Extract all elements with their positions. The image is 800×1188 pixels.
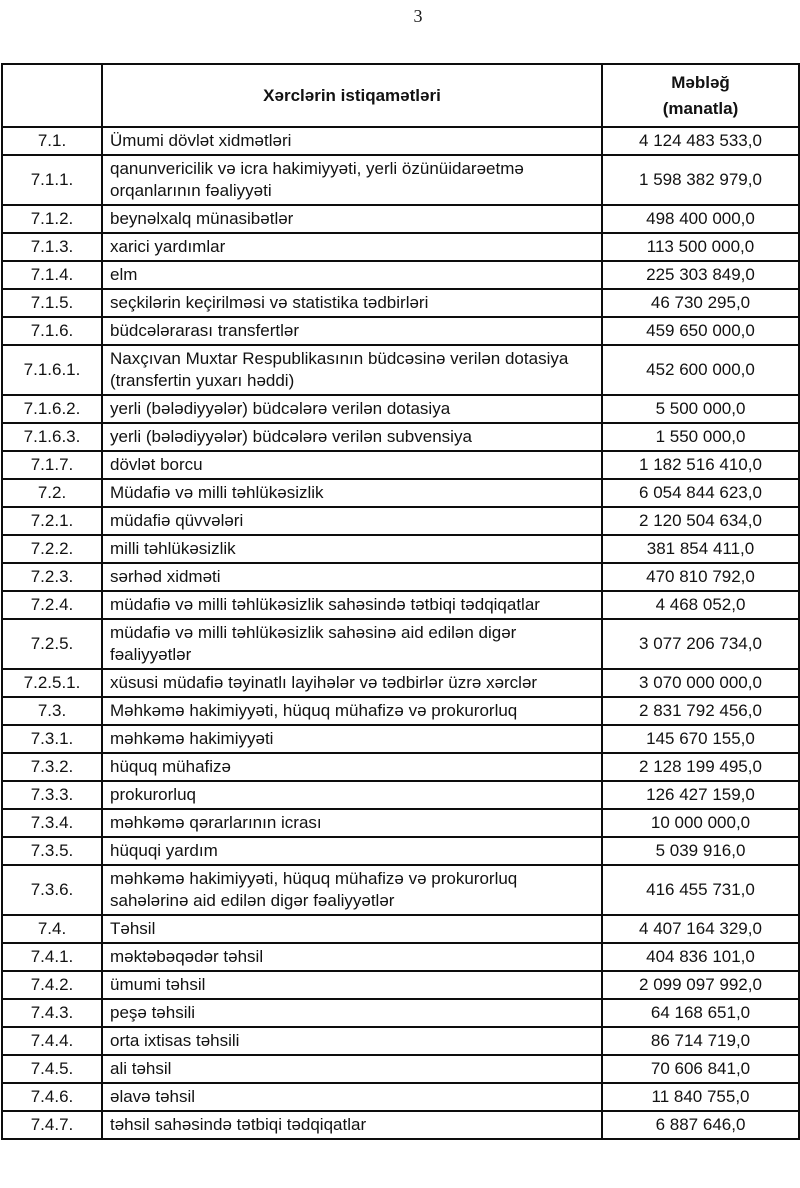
table-row — [2, 809, 799, 837]
row-code-cell: 7.4.4. — [2, 1027, 102, 1055]
row-code-cell: 7.1.3. — [2, 233, 102, 261]
row-direction-cell: hüquq mühafizə — [102, 753, 602, 781]
table-row — [2, 289, 799, 317]
row-amount-cell: 70 606 841,0 — [602, 1055, 799, 1083]
row-code-cell: 7.4.1. — [2, 943, 102, 971]
table-row — [2, 507, 799, 535]
row-direction-cell: elm — [102, 261, 602, 289]
table-row — [2, 1055, 799, 1083]
row-amount-cell: 86 714 719,0 — [602, 1027, 799, 1055]
table-row — [2, 261, 799, 289]
row-code-cell: 7.1.6. — [2, 317, 102, 345]
row-direction-cell: prokurorluq — [102, 781, 602, 809]
row-direction-cell: məhkəmə hakimiyyəti, hüquq mühafizə və prokurorluq sahələrinə aid edilən digər fəaliyyətlər — [102, 865, 602, 915]
table-row — [2, 233, 799, 261]
row-amount-cell: 2 128 199 495,0 — [602, 753, 799, 781]
row-direction-cell: beynəlxalq münasibətlər — [102, 205, 602, 233]
row-direction-cell: Naxçıvan Muxtar Respublikasının büdcəsinə verilən dotasiya (transfertin yuxarı həddi) — [102, 345, 602, 395]
row-code-cell: 7.1.6.3. — [2, 423, 102, 451]
table-row — [2, 479, 799, 507]
row-amount-cell: 498 400 000,0 — [602, 205, 799, 233]
row-direction-cell: məktəbəqədər təhsil — [102, 943, 602, 971]
row-amount-cell: 113 500 000,0 — [602, 233, 799, 261]
row-amount-cell: 404 836 101,0 — [602, 943, 799, 971]
row-amount-cell: 4 468 052,0 — [602, 591, 799, 619]
row-code-cell: 7.1.4. — [2, 261, 102, 289]
row-code-cell: 7.4.2. — [2, 971, 102, 999]
table-row — [2, 155, 799, 205]
row-amount-cell: 3 070 000 000,0 — [602, 669, 799, 697]
table-header-row — [2, 64, 799, 127]
row-amount-cell: 2 831 792 456,0 — [602, 697, 799, 725]
row-direction-cell: müdafiə və milli təhlükəsizlik sahəsinə aid edilən digər fəaliyyətlər — [102, 619, 602, 669]
row-amount-cell: 5 039 916,0 — [602, 837, 799, 865]
row-code-cell: 7.3.2. — [2, 753, 102, 781]
row-direction-cell: Təhsil — [102, 915, 602, 943]
budget-table — [1, 63, 800, 1140]
row-amount-cell: 3 077 206 734,0 — [602, 619, 799, 669]
table-row — [2, 837, 799, 865]
row-amount-cell: 1 550 000,0 — [602, 423, 799, 451]
row-direction-cell: müdafiə qüvvələri — [102, 507, 602, 535]
row-amount-cell: 459 650 000,0 — [602, 317, 799, 345]
table-row — [2, 999, 799, 1027]
row-code-cell: 7.2.3. — [2, 563, 102, 591]
row-direction-cell: müdafiə və milli təhlükəsizlik sahəsində tətbiqi tədqiqatlar — [102, 591, 602, 619]
row-direction-cell: xüsusi müdafiə təyinatlı layihələr və tədbirlər üzrə xərclər — [102, 669, 602, 697]
budget-table-body — [2, 127, 799, 1139]
table-row — [2, 395, 799, 423]
header-direction-cell: Xərclərin istiqamətləri — [102, 64, 602, 127]
row-direction-cell: Müdafiə və milli təhlükəsizlik — [102, 479, 602, 507]
table-row — [2, 1111, 799, 1139]
row-code-cell: 7.1.2. — [2, 205, 102, 233]
row-code-cell: 7.2.5. — [2, 619, 102, 669]
row-code-cell: 7.2. — [2, 479, 102, 507]
table-row — [2, 1083, 799, 1111]
table-row — [2, 423, 799, 451]
row-direction-cell: yerli (bələdiyyələr) büdcələrə verilən dotasiya — [102, 395, 602, 423]
row-code-cell: 7.3. — [2, 697, 102, 725]
row-code-cell: 7.4.5. — [2, 1055, 102, 1083]
table-row — [2, 971, 799, 999]
row-direction-cell: sərhəd xidməti — [102, 563, 602, 591]
table-row — [2, 697, 799, 725]
row-amount-cell: 145 670 155,0 — [602, 725, 799, 753]
row-direction-cell: məhkəmə hakimiyyəti — [102, 725, 602, 753]
row-direction-cell: təhsil sahəsində tətbiqi tədqiqatlar — [102, 1111, 602, 1139]
row-direction-cell: orta ixtisas təhsili — [102, 1027, 602, 1055]
row-code-cell: 7.4.3. — [2, 999, 102, 1027]
row-amount-cell: 1 598 382 979,0 — [602, 155, 799, 205]
table-row — [2, 865, 799, 915]
table-row — [2, 563, 799, 591]
table-row — [2, 753, 799, 781]
table-row — [2, 317, 799, 345]
row-amount-cell: 452 600 000,0 — [602, 345, 799, 395]
header-amount-line1: Məbləğ — [671, 72, 730, 92]
row-amount-cell: 4 407 164 329,0 — [602, 915, 799, 943]
row-direction-cell: məhkəmə qərarlarının icrası — [102, 809, 602, 837]
row-code-cell: 7.1.6.1. — [2, 345, 102, 395]
row-amount-cell: 10 000 000,0 — [602, 809, 799, 837]
row-amount-cell: 6 887 646,0 — [602, 1111, 799, 1139]
row-direction-cell: xarici yardımlar — [102, 233, 602, 261]
row-code-cell: 7.3.4. — [2, 809, 102, 837]
row-amount-cell: 225 303 849,0 — [602, 261, 799, 289]
row-amount-cell: 2 120 504 634,0 — [602, 507, 799, 535]
row-direction-cell: hüquqi yardım — [102, 837, 602, 865]
row-code-cell: 7.2.4. — [2, 591, 102, 619]
table-row — [2, 345, 799, 395]
row-code-cell: 7.2.2. — [2, 535, 102, 563]
table-row — [2, 725, 799, 753]
table-row — [2, 619, 799, 669]
row-direction-cell: peşə təhsili — [102, 999, 602, 1027]
row-code-cell: 7.4.6. — [2, 1083, 102, 1111]
table-row — [2, 669, 799, 697]
row-amount-cell: 11 840 755,0 — [602, 1083, 799, 1111]
row-direction-cell: əlavə təhsil — [102, 1083, 602, 1111]
row-direction-cell: ali təhsil — [102, 1055, 602, 1083]
table-row — [2, 943, 799, 971]
row-direction-cell: dövlət borcu — [102, 451, 602, 479]
row-code-cell: 7.1.6.2. — [2, 395, 102, 423]
row-amount-cell: 126 427 159,0 — [602, 781, 799, 809]
table-row — [2, 1027, 799, 1055]
row-direction-cell: qanunvericilik və icra hakimiyyəti, yerli özünüidarəetmə orqanlarının fəaliyyəti — [102, 155, 602, 205]
header-code-cell — [2, 64, 102, 127]
row-amount-cell: 470 810 792,0 — [602, 563, 799, 591]
row-code-cell: 7.1.7. — [2, 451, 102, 479]
table-row — [2, 127, 799, 155]
row-amount-cell: 64 168 651,0 — [602, 999, 799, 1027]
table-row — [2, 591, 799, 619]
row-direction-cell: büdcələrarası transfertlər — [102, 317, 602, 345]
row-direction-cell: Məhkəmə hakimiyyəti, hüquq mühafizə və prokurorluq — [102, 697, 602, 725]
row-direction-cell: yerli (bələdiyyələr) büdcələrə verilən subvensiya — [102, 423, 602, 451]
row-amount-cell: 2 099 097 992,0 — [602, 971, 799, 999]
header-amount-line2: (manatla) — [662, 98, 739, 118]
table-row — [2, 535, 799, 563]
row-amount-cell: 6 054 844 623,0 — [602, 479, 799, 507]
page-number: 3 — [413, 6, 423, 26]
row-direction-cell: seçkilərin keçirilməsi və statistika tədbirləri — [102, 289, 602, 317]
row-amount-cell: 4 124 483 533,0 — [602, 127, 799, 155]
row-direction-cell: Ümumi dövlət xidmətləri — [102, 127, 602, 155]
row-code-cell: 7.2.5.1. — [2, 669, 102, 697]
row-code-cell: 7.3.6. — [2, 865, 102, 915]
header-amount-cell — [602, 64, 799, 127]
row-code-cell: 7.1.5. — [2, 289, 102, 317]
table-row — [2, 781, 799, 809]
table-row — [2, 451, 799, 479]
row-amount-cell: 416 455 731,0 — [602, 865, 799, 915]
row-direction-cell: ümumi təhsil — [102, 971, 602, 999]
row-amount-cell: 1 182 516 410,0 — [602, 451, 799, 479]
row-amount-cell: 5 500 000,0 — [602, 395, 799, 423]
row-amount-cell: 381 854 411,0 — [602, 535, 799, 563]
row-code-cell: 7.4. — [2, 915, 102, 943]
row-code-cell: 7.2.1. — [2, 507, 102, 535]
row-code-cell: 7.1. — [2, 127, 102, 155]
row-amount-cell: 46 730 295,0 — [602, 289, 799, 317]
table-row — [2, 915, 799, 943]
row-code-cell: 7.3.1. — [2, 725, 102, 753]
row-code-cell: 7.3.5. — [2, 837, 102, 865]
row-code-cell: 7.4.7. — [2, 1111, 102, 1139]
row-code-cell: 7.3.3. — [2, 781, 102, 809]
table-row — [2, 205, 799, 233]
row-direction-cell: milli təhlükəsizlik — [102, 535, 602, 563]
row-code-cell: 7.1.1. — [2, 155, 102, 205]
